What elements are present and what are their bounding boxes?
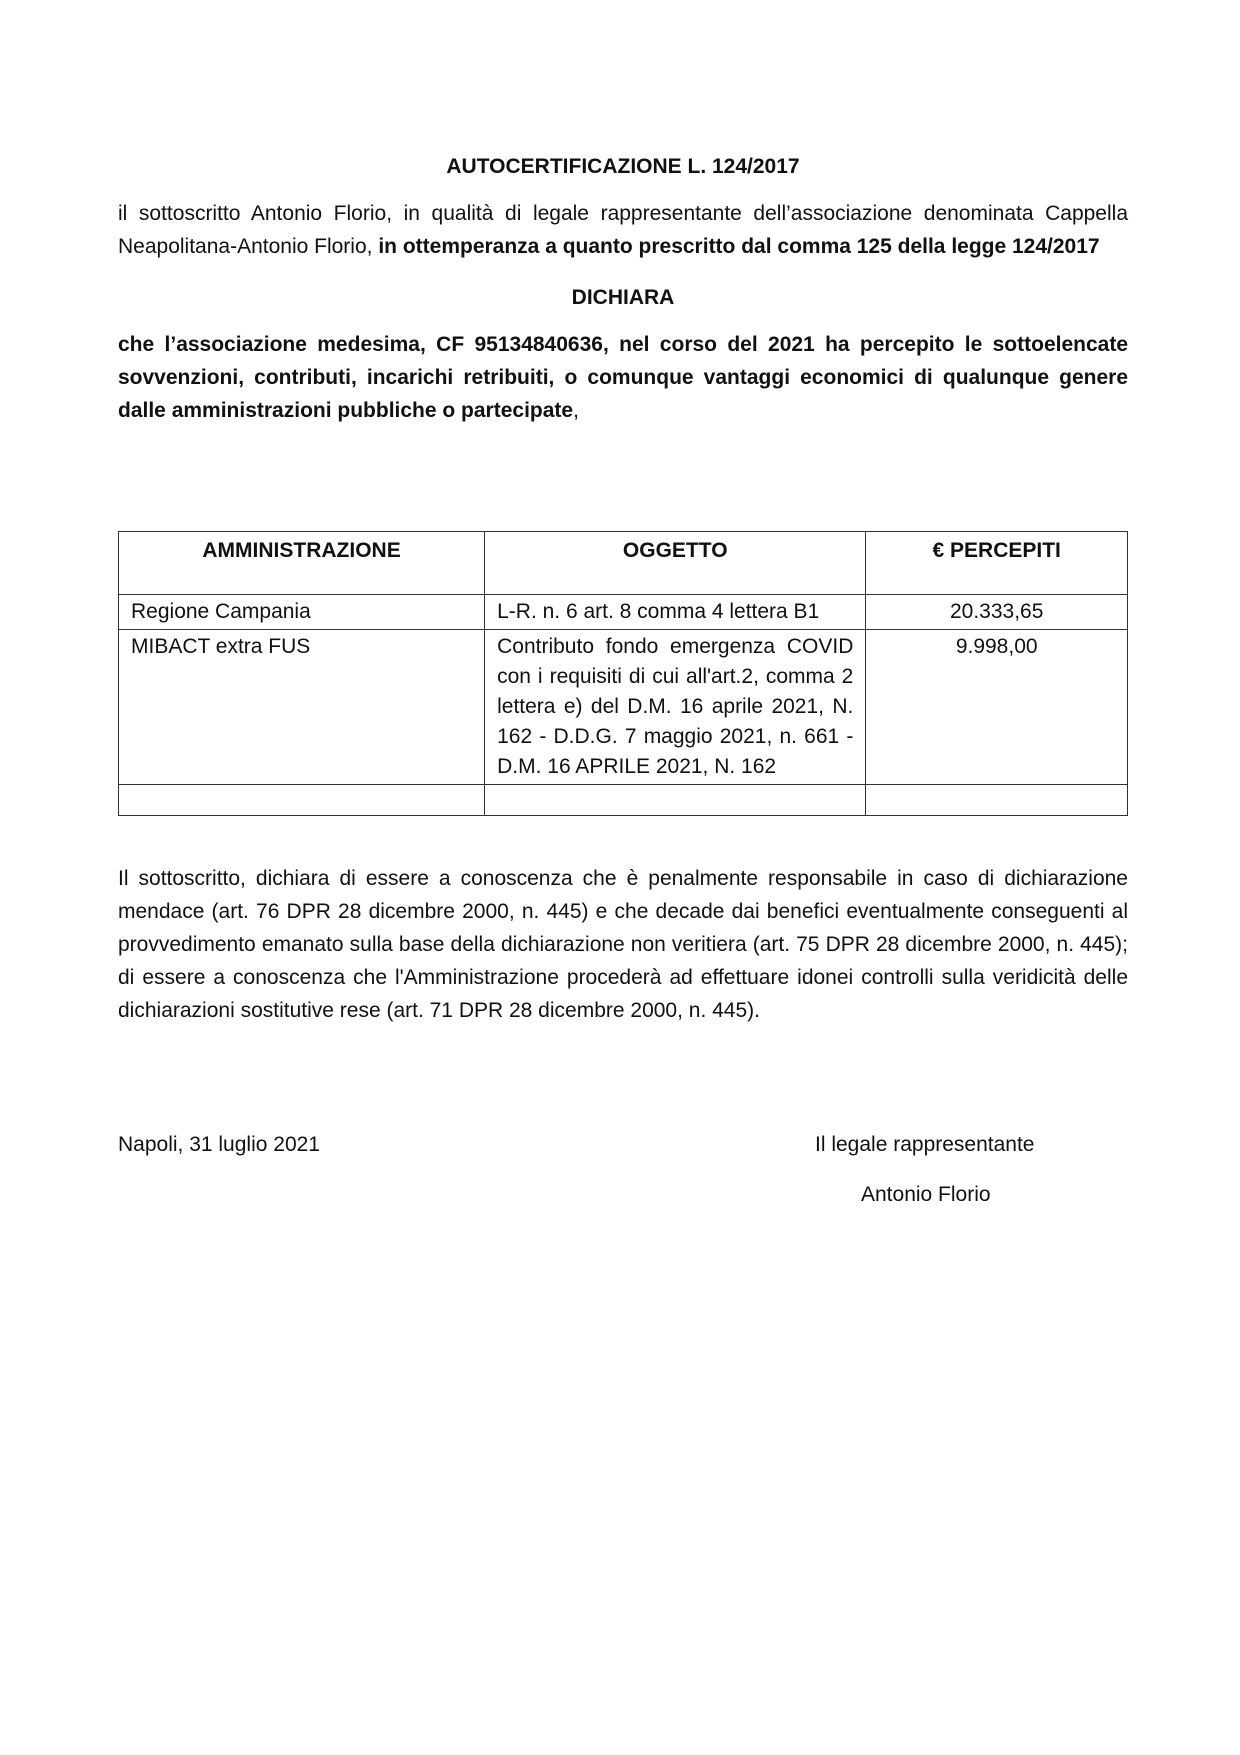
- signature-name: Antonio Florio: [861, 1183, 991, 1206]
- liability-notice: Il sottoscritto, dichiara di essere a conoscenza che è penalmente responsabile in caso di dichiarazione mendace (art. 76 DPR 28 dicembre 2000, n. 445) e che decade dai benefici eventualmente conseguenti al provvedimento emanato sulla base della dichiarazione non veritiera (art. 75 DPR 28 dicembre 2000, n. 445); di essere a conoscenza che l'Amministrazione procederà ad effettuare idonei controlli sulla veridicità delle dichiarazioni sostitutive rese (art. 71 DPR 28 dicembre 2000, n. 445).: [118, 867, 1128, 1022]
- signature-role: Il legale rappresentante: [815, 1133, 1035, 1156]
- declaration-punctuation: ,: [573, 399, 579, 422]
- header-amministrazione: AMMINISTRAZIONE: [119, 532, 485, 595]
- header-percepiti: € PERCEPITI: [866, 532, 1128, 595]
- cell-percepiti: 9.998,00: [866, 630, 1128, 785]
- declaration-paragraph: [118, 328, 1128, 427]
- dichiara-heading: DICHIARA: [571, 286, 675, 309]
- cell-oggetto: L-R. n. 6 art. 8 comma 4 lettera B1: [485, 595, 866, 630]
- table-row-empty: [119, 785, 1128, 816]
- cell-empty: [866, 785, 1128, 816]
- cell-empty: [485, 785, 866, 816]
- table-row: [119, 595, 1128, 630]
- intro-bold-text: in ottemperanza a quanto prescritto dal comma 125 della legge 124/2017: [378, 235, 1100, 258]
- grants-table: [118, 531, 1128, 816]
- intro-text: il sottoscritto Antonio Florio, in qualità di legale rappresentante dell’associazione denominata Cappella Neapolitana-Antonio Florio,: [118, 202, 1128, 258]
- cell-amministrazione: Regione Campania: [119, 595, 485, 630]
- cell-empty: [119, 785, 485, 816]
- document-title: AUTOCERTIFICAZIONE L. 124/2017: [446, 155, 800, 178]
- table-row: [119, 630, 1128, 785]
- header-oggetto: OGGETTO: [485, 532, 866, 595]
- cell-oggetto: Contributo fondo emergenza COVID con i requisiti di cui all'art.2, comma 2 lettera e) del D.M. 16 aprile 2021, N. 162 - D.D.G. 7 maggio 2021, n. 661 - D.M. 16 APRILE 2021, N. 162: [485, 630, 866, 785]
- document-header-section: [118, 150, 1128, 427]
- declaration-bold-text: che l’associazione medesima, CF 95134840636, nel corso del 2021 ha percepito le sottoelencate sovvenzioni, contributi, incarichi retribuiti, o comunque vantaggi economici di qualunque genere dalle amministrazioni pubbliche o partecipate: [118, 333, 1128, 422]
- cell-percepiti: 20.333,65: [866, 595, 1128, 630]
- table-header-row: [119, 532, 1128, 595]
- place-date: Napoli, 31 luglio 2021: [118, 1133, 320, 1156]
- cell-amministrazione: MIBACT extra FUS: [119, 630, 485, 785]
- intro-paragraph: [118, 197, 1128, 263]
